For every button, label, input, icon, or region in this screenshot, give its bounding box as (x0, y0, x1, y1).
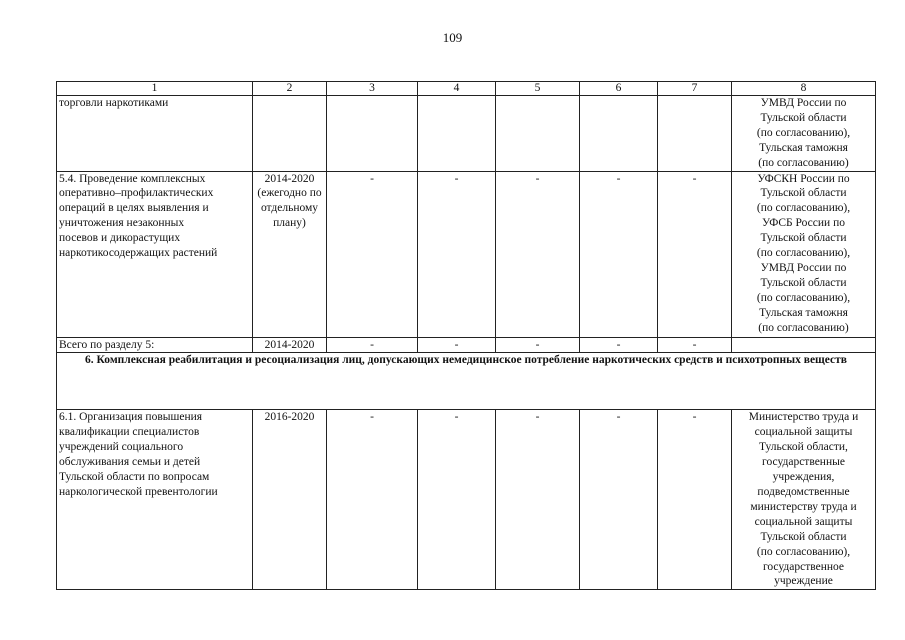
col-header: 8 (732, 82, 876, 96)
value-cell: - (327, 337, 418, 353)
table-row (57, 171, 876, 337)
activity-cell: 5.4. Проведение комплексных оперативно–профилактических операций в целях выявления и уничтожения незаконных посевов и дикорастущих наркотикосодержащих растений (57, 171, 253, 337)
total-label-cell: Всего по разделу 5: (57, 337, 253, 353)
value-cell: - (327, 171, 418, 337)
period-cell: 2014-2020 (ежегодно по отдельному плану) (253, 171, 327, 337)
value-cell: - (658, 337, 732, 353)
section-row (57, 353, 876, 410)
value-cell: - (580, 410, 658, 590)
value-cell: - (418, 410, 496, 590)
activity-cell: 6.1. Организация повышения квалификации специалистов учреждений социального обслуживания семьи и детей Тульской области по вопросам наркологической превентологии (57, 410, 253, 590)
period-cell: 2016-2020 (253, 410, 327, 590)
table-row (57, 96, 876, 172)
executor-cell: УФСКН России по Тульской области (по согласованию), УФСБ России по Тульской области (по согласованию), УМВД России по Тульской области (по согласованию), Тульская таможня (по согласованию) (732, 171, 876, 337)
page-number: 109 (442, 30, 463, 45)
activity-cell: торговли наркотиками (57, 96, 253, 172)
col-header: 6 (580, 82, 658, 96)
value-cell: - (496, 410, 580, 590)
col-header: 4 (418, 82, 496, 96)
value-cell: - (327, 410, 418, 590)
period-cell: 2014-2020 (253, 337, 327, 353)
value-cell: - (658, 410, 732, 590)
plan-table (56, 81, 876, 590)
value-cell: - (496, 337, 580, 353)
col-header: 5 (496, 82, 580, 96)
executor-cell: Министерство труда и социальной защиты Тульской области, государственные учреждения, подведомственные министерству труда и социальной защиты Тульской области (по согласованию), государственное учреждение (732, 410, 876, 590)
section-title: 6. Комплексная реабилитация и ресоциализация лиц, допускающих немедицинское потребление наркотических средств и психотропных веществ (57, 353, 876, 410)
value-cell: - (418, 171, 496, 337)
value-cell: - (580, 171, 658, 337)
table-header-row (57, 82, 876, 96)
executor-cell: УМВД России по Тульской области (по согласованию), Тульская таможня (по согласованию) (732, 96, 876, 172)
table-row (57, 337, 876, 353)
table-row (57, 410, 876, 590)
col-header: 3 (327, 82, 418, 96)
col-header: 2 (253, 82, 327, 96)
period-cell (253, 96, 327, 172)
col-header: 7 (658, 82, 732, 96)
col-header: 1 (57, 82, 253, 96)
value-cell: - (496, 171, 580, 337)
value-cell: - (418, 337, 496, 353)
value-cell: - (580, 337, 658, 353)
value-cell: - (658, 171, 732, 337)
